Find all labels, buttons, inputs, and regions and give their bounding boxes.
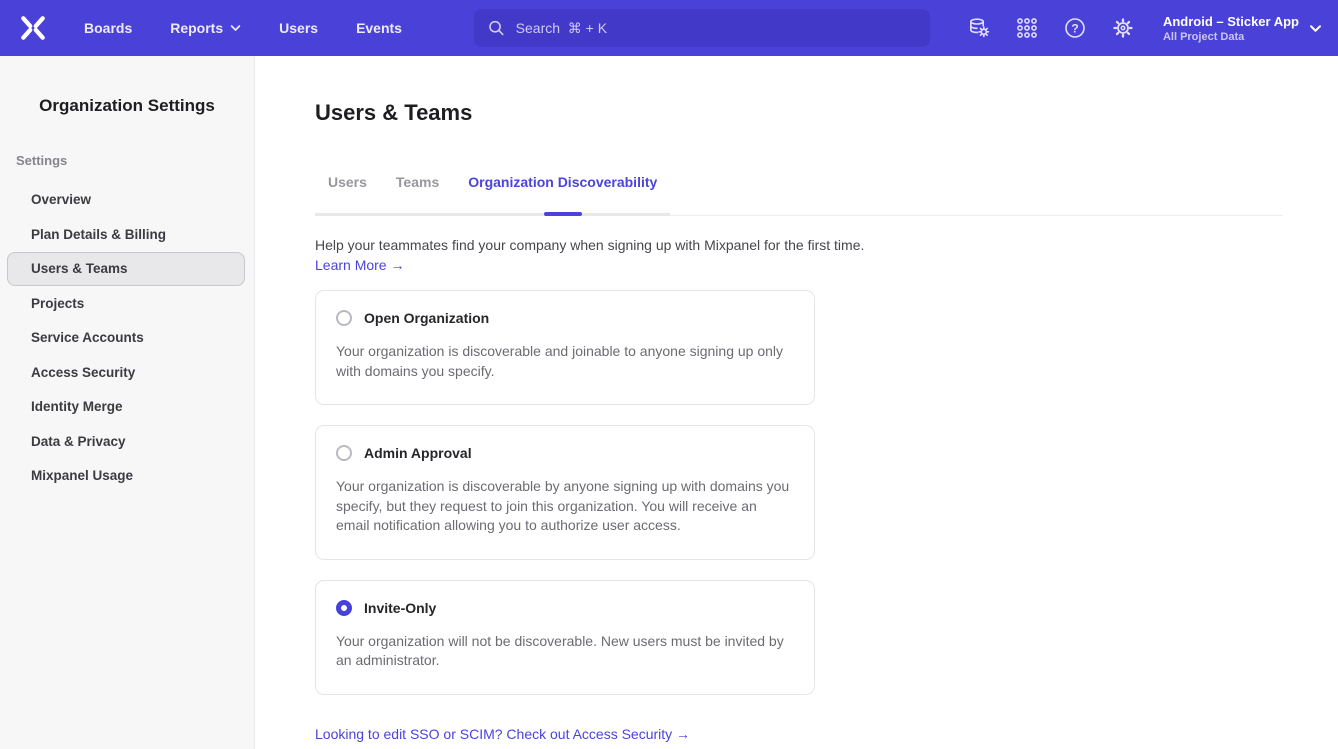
tab-organization-discoverability[interactable] [468, 174, 657, 213]
radio-invite-only[interactable] [336, 600, 352, 616]
tab-teams[interactable] [396, 174, 439, 213]
settings-icon[interactable] [1111, 16, 1135, 40]
sidebar-item-mixpanel-usage[interactable]: Mixpanel Usage [31, 468, 134, 484]
option-admin-approval-description: Your organization is discoverable by anyone signing up with domains you specify, but they request to join this organization. You will receive an email notification allowing you to authorize user access. [336, 478, 790, 533]
help-icon[interactable] [1063, 16, 1087, 40]
option-card-invite-only [315, 580, 815, 695]
sidebar-item-service-accounts[interactable]: Service Accounts [31, 330, 144, 346]
option-admin-approval[interactable] [336, 445, 794, 461]
nav-item-reports-label: Reports [170, 20, 224, 36]
sidebar-title: Organization Settings [39, 96, 215, 115]
nav-item-events[interactable] [356, 20, 402, 36]
tab-users-label: Users [328, 174, 367, 190]
nav-item-users[interactable] [279, 20, 318, 36]
top-navbar [0, 0, 1338, 56]
sidebar-nav-list [0, 183, 254, 493]
project-name: Android – Sticker App [1162, 13, 1299, 29]
project-switcher-text [1163, 13, 1299, 44]
option-admin-approval-label: Admin Approval [364, 445, 472, 461]
page-title: Users & Teams [315, 100, 473, 125]
sidebar-item-data-privacy[interactable]: Data & Privacy [31, 433, 126, 449]
sidebar-item-plan-details-billing[interactable]: Plan Details & Billing [31, 226, 167, 242]
nav-item-boards[interactable] [84, 20, 132, 36]
option-open-organization-label: Open Organization [364, 310, 490, 326]
search-icon [487, 18, 506, 38]
nav-item-events-label: Events [356, 20, 402, 36]
option-open-organization[interactable] [336, 310, 794, 326]
apps-grid-icon[interactable] [1015, 16, 1039, 40]
sidebar-item-users-teams[interactable]: Users & Teams [7, 252, 245, 286]
option-invite-only-label: Invite-Only [364, 599, 437, 616]
option-invite-only[interactable] [336, 600, 794, 616]
tab-organization-discoverability-label: Organization Discoverability [468, 174, 658, 190]
chevron-down-icon [1309, 24, 1322, 33]
radio-selected-dot [341, 605, 347, 611]
project-scope: All Project Data [1162, 30, 1245, 43]
global-search[interactable] [474, 9, 930, 47]
option-card-open-organization [315, 290, 815, 405]
nav-item-boards-label: Boards [84, 20, 133, 36]
tab-teams-label: Teams [395, 174, 440, 190]
project-switcher[interactable] [1163, 13, 1322, 44]
sidebar-section-label: Settings [16, 153, 68, 168]
svg-text:?: ? [1071, 21, 1079, 36]
sidebar-item-identity-merge[interactable]: Identity Merge [31, 399, 123, 415]
nav-item-reports[interactable] [170, 20, 241, 36]
nav-item-users-label: Users [279, 20, 319, 36]
active-tab-indicator [544, 212, 582, 216]
mixpanel-logo-icon [19, 14, 47, 42]
sidebar-item-projects[interactable]: Projects [31, 295, 85, 311]
data-management-icon[interactable] [967, 16, 991, 40]
search-input[interactable] [516, 20, 917, 36]
chevron-down-icon [230, 24, 241, 32]
mixpanel-logo[interactable] [16, 11, 50, 45]
app-shell [0, 56, 1338, 749]
radio-open-organization[interactable] [336, 310, 352, 326]
access-security-link[interactable]: Looking to edit SSO or SCIM? Check out Access Security → [315, 725, 691, 742]
learn-more-link[interactable]: Learn More → [315, 257, 405, 273]
primary-nav [84, 20, 402, 36]
option-open-organization-description: Your organization is discoverable and joinable to anyone signing up only with domains you specify. [336, 343, 784, 379]
settings-sidebar [0, 56, 255, 749]
option-invite-only-description: Your organization will not be discoverable. New users must be invited by an administrator. [336, 632, 784, 668]
sidebar-item-access-security[interactable]: Access Security [31, 364, 136, 380]
radio-admin-approval[interactable] [336, 445, 352, 461]
tab-bar [315, 174, 1283, 216]
main-content [255, 56, 1338, 749]
sidebar-item-overview[interactable]: Overview [31, 192, 92, 208]
discoverability-intro: Help your teammates find your company when signing up with Mixpanel for the first time. [315, 237, 865, 253]
tab-users[interactable] [328, 174, 367, 213]
navbar-right-group [943, 13, 1322, 44]
option-card-admin-approval [315, 425, 815, 560]
